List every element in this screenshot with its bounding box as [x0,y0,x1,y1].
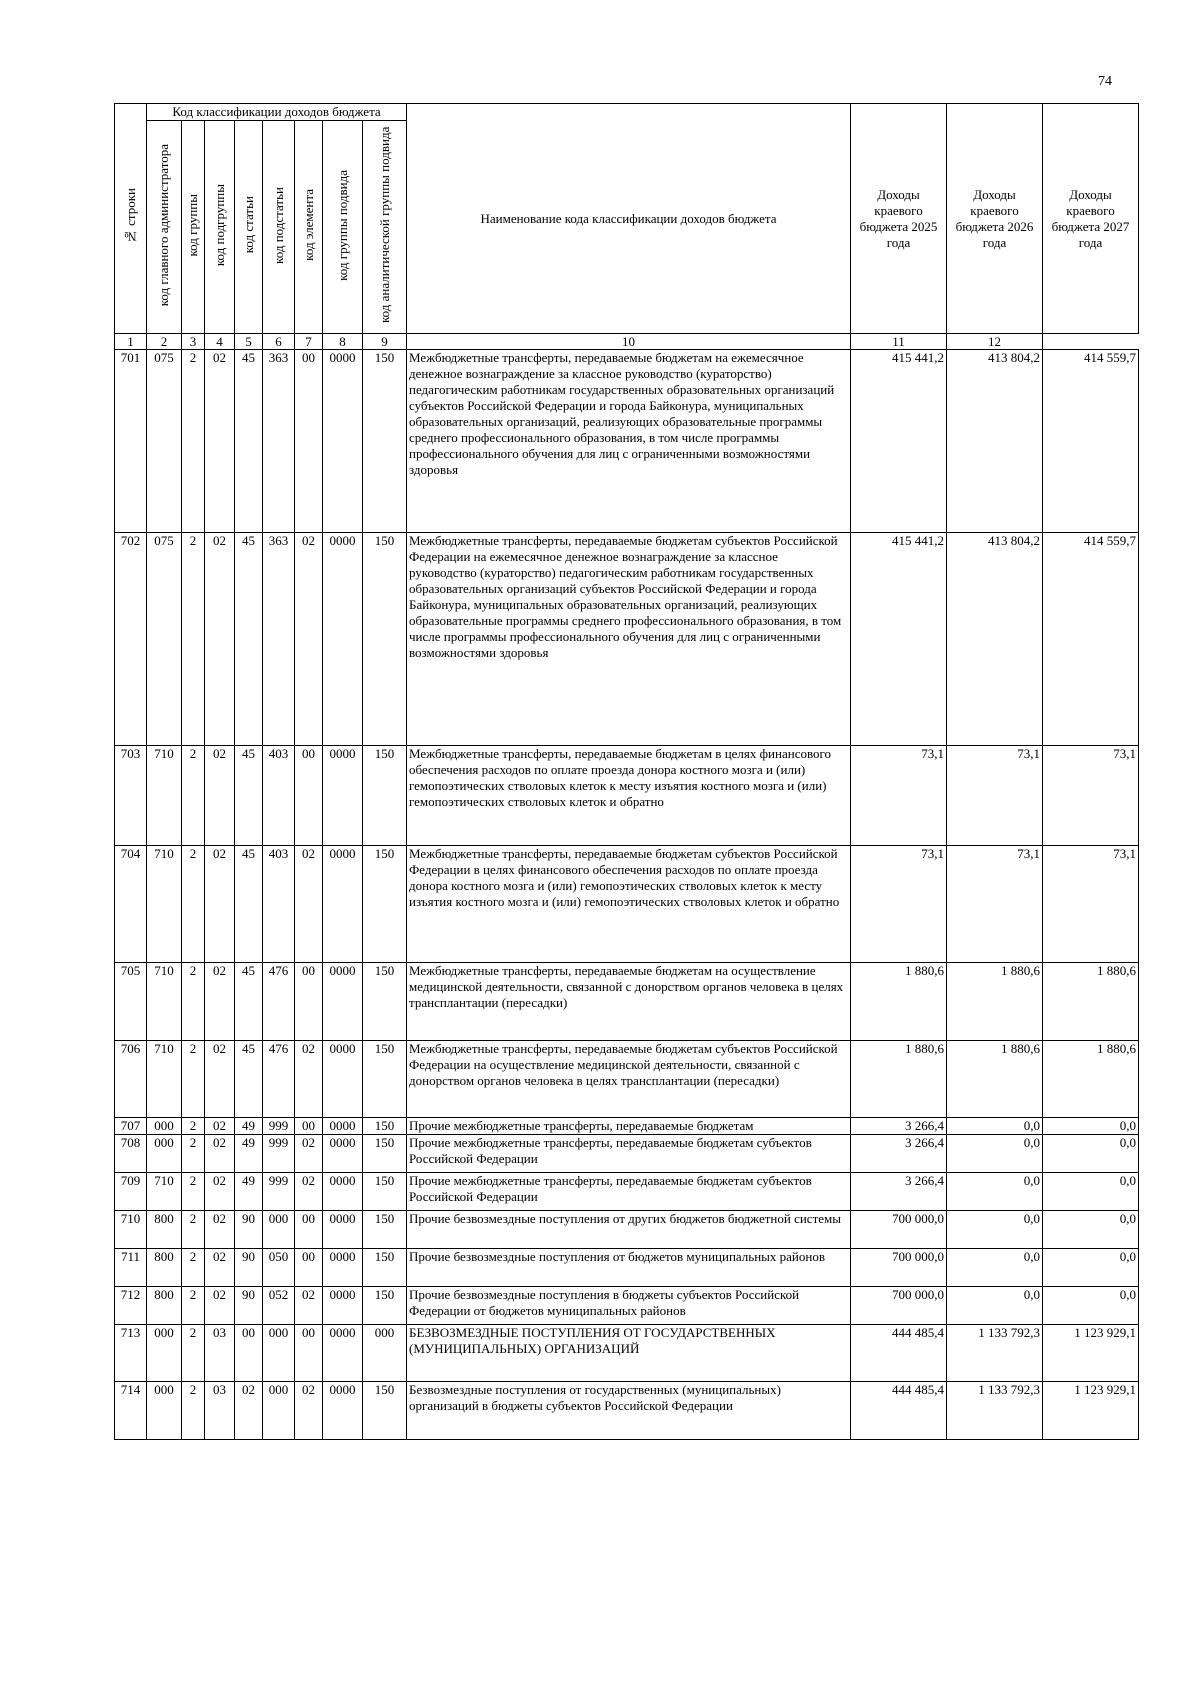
header-admin-code: код главного администратора [147,121,182,334]
table-body [115,350,1139,1440]
cell-name: Межбюджетные трансферты, передаваемые бюджетам в целях финансового обеспечения расходов по оплате проезда донора костного мозга и (или) гемопоэтических стволовых клеток к месту изъятия костного мозга и (или) гемопоэтических стволовых клеток и обратно [407,746,851,846]
cell-article-code: 02 [235,1382,263,1440]
cell-analytic-subtype-code: 150 [363,1135,407,1173]
cell-name: Прочие межбюджетные трансферты, передаваемые бюджетам [407,1118,851,1135]
cell-element-code: 02 [295,1287,323,1325]
column-number: 3 [182,334,205,350]
cell-row-number: 711 [115,1249,147,1287]
cell-analytic-subtype-code: 000 [363,1325,407,1382]
cell-subgroup-code: 02 [205,1287,235,1325]
cell-row-number: 709 [115,1173,147,1211]
cell-analytic-subtype-code: 150 [363,1287,407,1325]
cell-article-code: 49 [235,1118,263,1135]
cell-article-code: 45 [235,350,263,533]
cell-income-2027: 1 123 929,1 [1043,1382,1139,1440]
table-row [115,1041,1139,1118]
column-number: 2 [147,334,182,350]
page-number: 74 [1098,74,1112,89]
cell-article-code: 45 [235,746,263,846]
cell-income-2026: 1 880,6 [947,963,1043,1041]
cell-subtype-group-code: 0000 [323,1118,363,1135]
cell-analytic-subtype-code: 150 [363,1211,407,1249]
column-number: 7 [295,334,323,350]
cell-subgroup-code: 02 [205,1211,235,1249]
cell-subtype-group-code: 0000 [323,1173,363,1211]
cell-income-2026: 0,0 [947,1249,1043,1287]
cell-element-code: 00 [295,1211,323,1249]
table-row [115,1325,1139,1382]
cell-group-code: 2 [182,1211,205,1249]
cell-row-number: 707 [115,1118,147,1135]
cell-subtype-group-code: 0000 [323,1211,363,1249]
cell-article-code: 90 [235,1211,263,1249]
cell-element-code: 02 [295,1041,323,1118]
cell-analytic-subtype-code: 150 [363,1382,407,1440]
cell-income-2026: 0,0 [947,1173,1043,1211]
table-row [115,533,1139,746]
cell-admin-code: 800 [147,1287,182,1325]
table-row [115,1249,1139,1287]
cell-name: Прочие межбюджетные трансферты, передаваемые бюджетам субъектов Российской Федерации [407,1135,851,1173]
cell-element-code: 02 [295,1173,323,1211]
cell-income-2026: 1 133 792,3 [947,1382,1043,1440]
cell-element-code: 00 [295,963,323,1041]
header-name: Наименование кода классификации доходов бюджета [407,104,851,334]
cell-row-number: 702 [115,533,147,746]
cell-subgroup-code: 02 [205,533,235,746]
cell-row-number: 703 [115,746,147,846]
column-number: 1 [115,334,147,350]
header-classification-code-group: Код классификации доходов бюджета [147,104,407,121]
cell-element-code: 02 [295,533,323,746]
cell-income-2027: 1 880,6 [1043,963,1139,1041]
cell-subtype-group-code: 0000 [323,1135,363,1173]
cell-income-2025: 3 266,4 [851,1173,947,1211]
column-number-row [115,334,1139,350]
table-row [115,1211,1139,1249]
cell-subtype-group-code: 0000 [323,846,363,963]
cell-name: Межбюджетные трансферты, передаваемые бюджетам субъектов Российской Федерации в целях финансового обеспечения расходов по оплате проезда донора костного мозга и (или) гемопоэтических стволовых клеток к месту изъятия костного мозга и (или) гемопоэтических стволовых клеток и обратно [407,846,851,963]
cell-income-2026: 0,0 [947,1287,1043,1325]
cell-subtype-group-code: 0000 [323,1325,363,1382]
cell-article-code: 49 [235,1173,263,1211]
cell-income-2027: 0,0 [1043,1118,1139,1135]
cell-subtype-group-code: 0000 [323,1041,363,1118]
cell-subarticle-code: 000 [263,1325,295,1382]
cell-analytic-subtype-code: 150 [363,350,407,533]
cell-subgroup-code: 03 [205,1325,235,1382]
cell-row-number: 712 [115,1287,147,1325]
header-subgroup-code: код подгруппы [205,121,235,334]
header-group-code: код группы [182,121,205,334]
header-subarticle-code: код подстатьи [263,121,295,334]
cell-element-code: 00 [295,350,323,533]
cell-group-code: 2 [182,746,205,846]
cell-income-2025: 415 441,2 [851,350,947,533]
cell-admin-code: 710 [147,1041,182,1118]
cell-income-2025: 1 880,6 [851,1041,947,1118]
column-number: 12 [947,334,1043,350]
cell-income-2027: 1 123 929,1 [1043,1325,1139,1382]
cell-subarticle-code: 476 [263,1041,295,1118]
cell-name: Межбюджетные трансферты, передаваемые бюджетам на осуществление медицинской деятельности, связанной с донорством органов человека в целях трансплантации (пересадки) [407,963,851,1041]
cell-income-2025: 444 485,4 [851,1325,947,1382]
table-row [115,963,1139,1041]
header-income-2027: Доходы краевого бюджета 2027 года [1043,104,1139,334]
cell-admin-code: 000 [147,1325,182,1382]
cell-income-2027: 0,0 [1043,1249,1139,1287]
cell-subarticle-code: 403 [263,746,295,846]
header-subtype-group-code: код группы подвида [323,121,363,334]
cell-subtype-group-code: 0000 [323,963,363,1041]
cell-analytic-subtype-code: 150 [363,1118,407,1135]
cell-row-number: 714 [115,1382,147,1440]
cell-subarticle-code: 403 [263,846,295,963]
cell-subgroup-code: 02 [205,1135,235,1173]
cell-income-2026: 413 804,2 [947,533,1043,746]
cell-element-code: 00 [295,1325,323,1382]
table-row [115,746,1139,846]
cell-name: Межбюджетные трансферты, передаваемые бюджетам на ежемесячное денежное вознаграждение за классное руководство (кураторство) педагогическим работникам государственных образовательных организаций субъектов Российской Федерации и города Байконура, муниципальных образовательных организаций, реализующих образовательные программы среднего профессионального образования, в том числе программы профессионального обучения для лиц с ограниченными возможностями здоровья [407,350,851,533]
header-income-2026: Доходы краевого бюджета 2026 года [947,104,1043,334]
cell-income-2026: 73,1 [947,746,1043,846]
cell-admin-code: 710 [147,746,182,846]
cell-row-number: 701 [115,350,147,533]
table-row [115,1382,1139,1440]
column-number: 8 [323,334,363,350]
cell-income-2025: 700 000,0 [851,1249,947,1287]
cell-income-2025: 73,1 [851,846,947,963]
cell-name: Прочие безвозмездные поступления в бюджеты субъектов Российской Федерации от бюджетов муниципальных районов [407,1287,851,1325]
cell-income-2027: 0,0 [1043,1211,1139,1249]
cell-income-2025: 3 266,4 [851,1135,947,1173]
cell-article-code: 45 [235,533,263,746]
cell-row-number: 710 [115,1211,147,1249]
cell-admin-code: 710 [147,963,182,1041]
cell-subtype-group-code: 0000 [323,350,363,533]
cell-income-2025: 1 880,6 [851,963,947,1041]
cell-income-2025: 444 485,4 [851,1382,947,1440]
cell-analytic-subtype-code: 150 [363,1041,407,1118]
cell-subarticle-code: 363 [263,350,295,533]
cell-group-code: 2 [182,533,205,746]
cell-row-number: 704 [115,846,147,963]
column-number: 4 [205,334,235,350]
cell-subtype-group-code: 0000 [323,533,363,746]
cell-group-code: 2 [182,963,205,1041]
cell-group-code: 2 [182,1325,205,1382]
cell-element-code: 02 [295,1382,323,1440]
table-row [115,1287,1139,1325]
income-classification-table [114,103,1139,1440]
cell-income-2025: 700 000,0 [851,1287,947,1325]
cell-admin-code: 800 [147,1249,182,1287]
cell-subgroup-code: 02 [205,1118,235,1135]
cell-admin-code: 000 [147,1135,182,1173]
cell-income-2027: 73,1 [1043,746,1139,846]
column-number: 11 [851,334,947,350]
cell-group-code: 2 [182,1287,205,1325]
cell-group-code: 2 [182,1118,205,1135]
cell-income-2027: 1 880,6 [1043,1041,1139,1118]
cell-income-2027: 73,1 [1043,846,1139,963]
cell-subarticle-code: 052 [263,1287,295,1325]
cell-subgroup-code: 03 [205,1382,235,1440]
table-row [115,846,1139,963]
cell-analytic-subtype-code: 150 [363,846,407,963]
cell-group-code: 2 [182,1135,205,1173]
header-income-2025: Доходы краевого бюджета 2025 года [851,104,947,334]
cell-article-code: 49 [235,1135,263,1173]
cell-subarticle-code: 999 [263,1135,295,1173]
cell-income-2026: 1 880,6 [947,1041,1043,1118]
cell-income-2025: 3 266,4 [851,1118,947,1135]
table-row [115,1135,1139,1173]
cell-name: Прочие безвозмездные поступления от других бюджетов бюджетной системы [407,1211,851,1249]
cell-name: Прочие безвозмездные поступления от бюджетов муниципальных районов [407,1249,851,1287]
cell-subgroup-code: 02 [205,1041,235,1118]
cell-row-number: 713 [115,1325,147,1382]
cell-analytic-subtype-code: 150 [363,746,407,846]
header-article-code: код статьи [235,121,263,334]
cell-subgroup-code: 02 [205,1249,235,1287]
cell-subtype-group-code: 0000 [323,1287,363,1325]
cell-subarticle-code: 000 [263,1211,295,1249]
cell-name: Прочие межбюджетные трансферты, передаваемые бюджетам субъектов Российской Федерации [407,1173,851,1211]
cell-income-2027: 0,0 [1043,1135,1139,1173]
cell-income-2026: 0,0 [947,1118,1043,1135]
cell-income-2025: 73,1 [851,746,947,846]
cell-subgroup-code: 02 [205,350,235,533]
table-row [115,350,1139,533]
column-number: 5 [235,334,263,350]
table-row [115,1173,1139,1211]
cell-income-2026: 1 133 792,3 [947,1325,1043,1382]
cell-article-code: 00 [235,1325,263,1382]
cell-row-number: 706 [115,1041,147,1118]
cell-group-code: 2 [182,1249,205,1287]
column-number: 6 [263,334,295,350]
cell-admin-code: 000 [147,1118,182,1135]
cell-article-code: 45 [235,846,263,963]
cell-subgroup-code: 02 [205,963,235,1041]
cell-subarticle-code: 999 [263,1118,295,1135]
cell-income-2026: 413 804,2 [947,350,1043,533]
cell-admin-code: 800 [147,1211,182,1249]
cell-admin-code: 710 [147,1173,182,1211]
cell-row-number: 705 [115,963,147,1041]
cell-element-code: 00 [295,1249,323,1287]
cell-income-2027: 0,0 [1043,1173,1139,1211]
cell-subarticle-code: 363 [263,533,295,746]
cell-income-2025: 700 000,0 [851,1211,947,1249]
cell-admin-code: 075 [147,350,182,533]
cell-name: Межбюджетные трансферты, передаваемые бюджетам субъектов Российской Федерации на осуществление медицинской деятельности, связанной с донорством органов человека в целях трансплантации (пересадки) [407,1041,851,1118]
cell-article-code: 45 [235,1041,263,1118]
cell-article-code: 90 [235,1287,263,1325]
cell-subtype-group-code: 0000 [323,1249,363,1287]
cell-admin-code: 710 [147,846,182,963]
column-number: 9 [363,334,407,350]
cell-income-2027: 414 559,7 [1043,533,1139,746]
cell-income-2027: 0,0 [1043,1287,1139,1325]
cell-subarticle-code: 000 [263,1382,295,1440]
cell-element-code: 02 [295,1135,323,1173]
cell-group-code: 2 [182,1173,205,1211]
cell-income-2026: 73,1 [947,846,1043,963]
cell-income-2026: 0,0 [947,1211,1043,1249]
cell-income-2026: 0,0 [947,1135,1043,1173]
cell-group-code: 2 [182,1382,205,1440]
cell-admin-code: 075 [147,533,182,746]
cell-admin-code: 000 [147,1382,182,1440]
column-number: 10 [407,334,851,350]
cell-income-2025: 415 441,2 [851,533,947,746]
cell-row-number: 708 [115,1135,147,1173]
cell-analytic-subtype-code: 150 [363,963,407,1041]
cell-group-code: 2 [182,1041,205,1118]
cell-analytic-subtype-code: 150 [363,1249,407,1287]
cell-name: БЕЗВОЗМЕЗДНЫЕ ПОСТУПЛЕНИЯ ОТ ГОСУДАРСТВЕННЫХ (МУНИЦИПАЛЬНЫХ) ОРГАНИЗАЦИЙ [407,1325,851,1382]
cell-name: Безвозмездные поступления от государственных (муниципальных) организаций в бюджеты субъектов Российской Федерации [407,1382,851,1440]
cell-subgroup-code: 02 [205,846,235,963]
header-analytic-subtype-group-code: код аналитической группы подвида [363,121,407,334]
cell-element-code: 02 [295,846,323,963]
header-row-number: № строки [115,104,147,334]
cell-group-code: 2 [182,846,205,963]
cell-subtype-group-code: 0000 [323,1382,363,1440]
cell-subarticle-code: 999 [263,1173,295,1211]
cell-analytic-subtype-code: 150 [363,533,407,746]
header-element-code: код элемента [295,121,323,334]
cell-element-code: 00 [295,746,323,846]
table-row [115,1118,1139,1135]
cell-name: Межбюджетные трансферты, передаваемые бюджетам субъектов Российской Федерации на ежемесячное денежное вознаграждение за классное руководство (кураторство) педагогическим работникам государственных образовательных организаций субъектов Российской Федерации и города Байконура, муниципальных образовательных организаций, реализующих образовательные программы среднего профессионального образования, в том числе программы профессионального обучения для лиц с ограниченными возможностями здоровья [407,533,851,746]
cell-subgroup-code: 02 [205,746,235,846]
cell-analytic-subtype-code: 150 [363,1173,407,1211]
cell-element-code: 00 [295,1118,323,1135]
cell-subgroup-code: 02 [205,1173,235,1211]
cell-article-code: 45 [235,963,263,1041]
cell-income-2027: 414 559,7 [1043,350,1139,533]
cell-subarticle-code: 476 [263,963,295,1041]
cell-article-code: 90 [235,1249,263,1287]
cell-subtype-group-code: 0000 [323,746,363,846]
cell-subarticle-code: 050 [263,1249,295,1287]
cell-group-code: 2 [182,350,205,533]
